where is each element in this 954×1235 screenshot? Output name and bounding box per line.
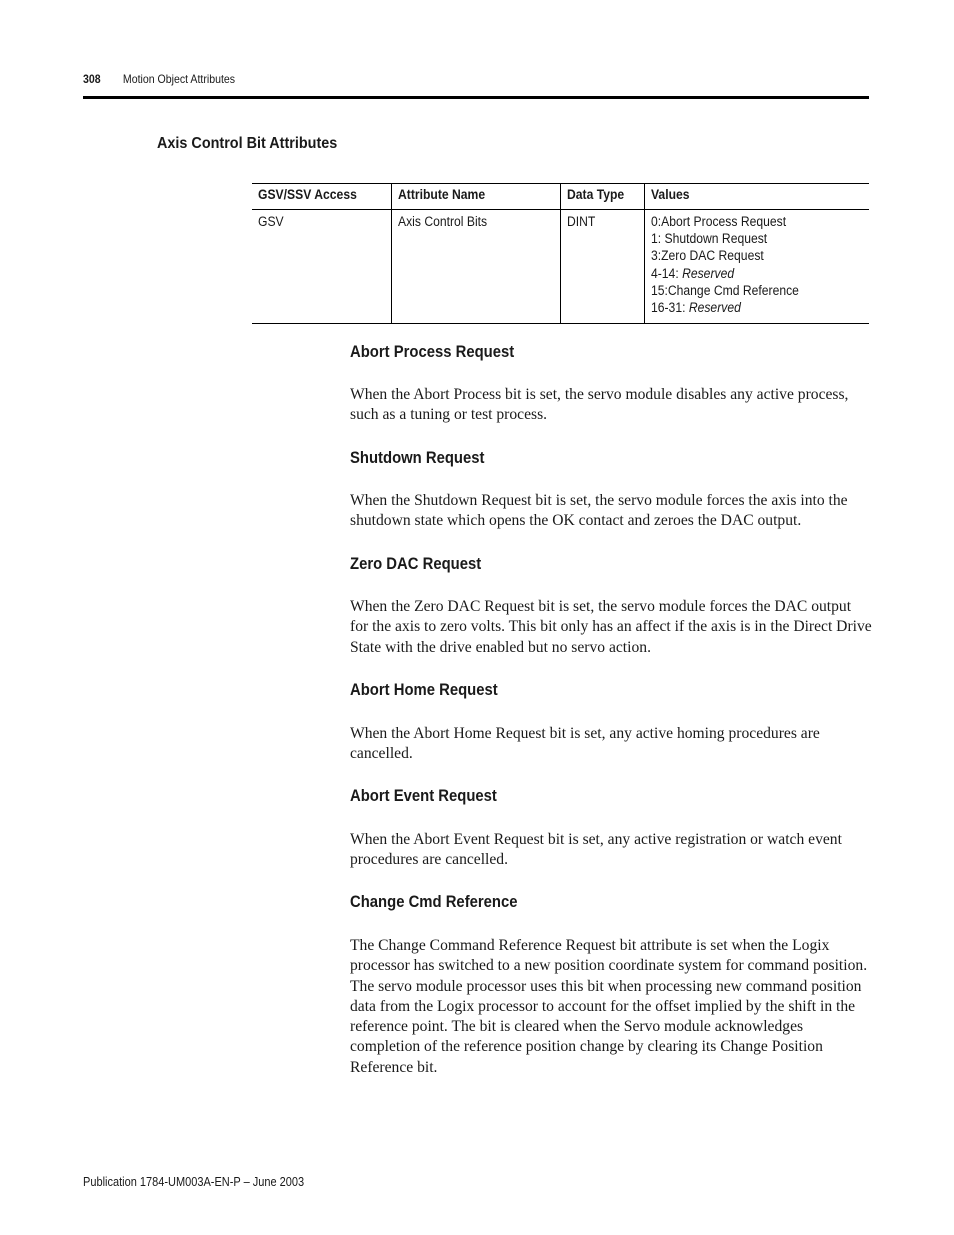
paragraph-shutdown-request: When the Shutdown Request bit is set, the servo module forces the axis into the shutdown state which opens the OK contact and zeroes the DAC output. bbox=[350, 492, 848, 530]
paragraph-zero-dac-request: When the Zero DAC Request bit is set, the servo module forces the DAC output for the axis to zero volts. This bit only has an affect if the axis is in the Direct Drive State with the drive enabled but no servo action. bbox=[350, 598, 872, 656]
paragraph-abort-home-request: When the Abort Home Request bit is set, any active homing procedures are cancelled. bbox=[350, 725, 820, 763]
cell-attribute-name: Axis Control Bits bbox=[392, 210, 561, 324]
attribute-table bbox=[252, 183, 869, 324]
paragraph-change-cmd-reference: The Change Command Reference Request bit attribute is set when the Logix processor has switched to a new position coordinate system for command position. The servo module processor uses this bit when processing new command position data from the Logix processor to account for the offset implied by the shift in the reference point. The bit is cleared when the Servo module acknowledges completion of the reference position change by clearing its Change Position Reference bit. bbox=[350, 937, 868, 1076]
column-header-values: Values bbox=[645, 184, 870, 210]
heading-zero-dac-request: Zero DAC Request bbox=[350, 555, 482, 573]
table-header-row bbox=[252, 184, 869, 210]
heading-abort-process-request: Abort Process Request bbox=[350, 343, 515, 361]
heading-abort-event-request: Abort Event Request bbox=[350, 787, 497, 805]
page-footer: Publication 1784-UM003A-EN-P – June 2003 bbox=[83, 1175, 305, 1189]
running-header bbox=[83, 72, 235, 86]
value-line: 3:Zero DAC Request bbox=[651, 248, 764, 264]
page-number: 308 bbox=[83, 72, 101, 86]
heading-change-cmd-reference: Change Cmd Reference bbox=[350, 893, 518, 911]
cell-values bbox=[645, 210, 870, 324]
section-title: Axis Control Bit Attributes bbox=[157, 135, 338, 152]
value-line: 4-14: Reserved bbox=[651, 265, 735, 281]
cell-data-type: DINT bbox=[561, 210, 645, 324]
table-row bbox=[252, 210, 869, 324]
value-line: 0:Abort Process Request bbox=[651, 214, 787, 229]
heading-shutdown-request: Shutdown Request bbox=[350, 449, 485, 467]
cell-access: GSV bbox=[252, 210, 392, 324]
value-line: 16-31: Reserved bbox=[651, 300, 741, 316]
value-line: 15:Change Cmd Reference bbox=[651, 282, 799, 298]
column-header-access: GSV/SSV Access bbox=[252, 184, 392, 210]
header-rule bbox=[83, 96, 869, 99]
column-header-data-type: Data Type bbox=[561, 184, 645, 210]
paragraph-abort-process-request: When the Abort Process bit is set, the servo module disables any active process, such as a tuning or test process. bbox=[350, 386, 849, 424]
value-line: 1: Shutdown Request bbox=[651, 231, 768, 247]
paragraph-abort-event-request: When the Abort Event Request bit is set, any active registration or watch event procedures are cancelled. bbox=[350, 831, 842, 869]
heading-abort-home-request: Abort Home Request bbox=[350, 681, 498, 699]
running-title: Motion Object Attributes bbox=[122, 72, 236, 86]
column-header-attribute-name: Attribute Name bbox=[392, 184, 561, 210]
